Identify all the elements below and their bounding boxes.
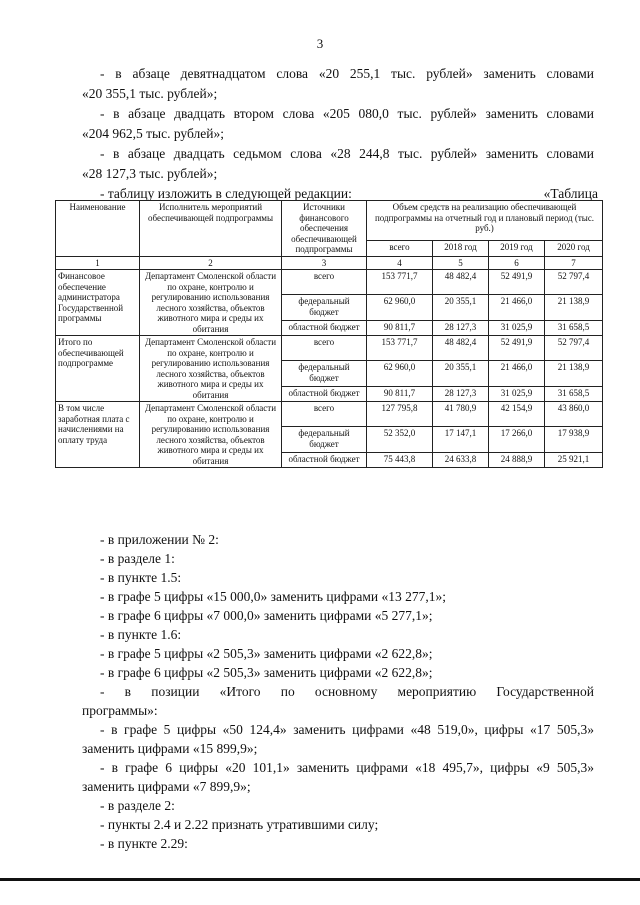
- cell-2019: 42 154,9: [489, 402, 545, 427]
- after-line-10: программы»:: [82, 703, 158, 718]
- col-number: 3: [282, 256, 367, 270]
- table-row: [56, 336, 603, 361]
- row-executor: Департамент Смоленской области по охране, контролю и регулированию использования лесного хозяйства, объектов животного мира и среды их обитания: [140, 270, 282, 336]
- cell-total: 90 811,7: [367, 387, 433, 402]
- cell-2018: 41 780,9: [433, 402, 489, 427]
- header-2018: 2018 год: [433, 240, 489, 256]
- col-number: 1: [56, 256, 140, 270]
- after-line-8: - в графе 6 цифры «2 505,3» заменить цифрами «2 622,8»;: [100, 665, 433, 680]
- after-line-6: - в пункте 1.6:: [100, 627, 182, 642]
- page-number: 3: [316, 36, 324, 51]
- col-number: 7: [545, 256, 603, 270]
- table-label: «Таблица: [543, 186, 598, 201]
- cell-total: 153 771,7: [367, 270, 433, 295]
- cell-2019: 31 025,9: [489, 387, 545, 402]
- row-source: всего: [282, 336, 367, 361]
- row-source: областной бюджет: [282, 321, 367, 336]
- cell-total: 52 352,0: [367, 427, 433, 453]
- row-source: федеральный бюджет: [282, 427, 367, 453]
- cell-2019: 52 491,9: [489, 336, 545, 361]
- row-executor: Департамент Смоленской области по охране, контролю и регулированию использования лесного хозяйства, объектов животного мира и среды их обитания: [140, 402, 282, 468]
- intro-line-5: - в абзаце двадцать седьмом слова «28 244,8 тыс. рублей» заменить словами: [100, 146, 594, 161]
- after-line-13: - в графе 6 цифры «20 101,1» заменить цифрами «18 495,7», цифры «9 505,3»: [100, 760, 594, 775]
- after-line-7: - в графе 5 цифры «2 505,3» заменить цифрами «2 622,8»;: [100, 646, 433, 661]
- cell-2018: 20 355,1: [433, 361, 489, 387]
- intro-line-1: - в абзаце девятнадцатом слова «20 255,1 тыс. рублей» заменить словами: [100, 66, 594, 81]
- row-name: В том числе заработная плата с начислениями на оплату труда: [56, 402, 140, 468]
- cell-2020: 52 797,4: [545, 336, 603, 361]
- cell-2019: 17 266,0: [489, 427, 545, 453]
- header-total: всего: [367, 240, 433, 256]
- header-2020: 2020 год: [545, 240, 603, 256]
- cell-total: 75 443,8: [367, 453, 433, 468]
- after-line-14: заменить цифрами «7 899,9»;: [82, 779, 251, 794]
- table-row: [56, 270, 603, 295]
- cell-2020: 43 860,0: [545, 402, 603, 427]
- col-number: 6: [489, 256, 545, 270]
- header-name: Наименование: [56, 201, 140, 257]
- cell-2018: 48 482,4: [433, 336, 489, 361]
- after-line-15: - в разделе 2:: [100, 798, 175, 813]
- financing-table: [55, 200, 603, 468]
- cell-total: 90 811,7: [367, 321, 433, 336]
- row-source: областной бюджет: [282, 387, 367, 402]
- cell-2019: 52 491,9: [489, 270, 545, 295]
- cell-2020: 31 658,5: [545, 321, 603, 336]
- after-line-1: - в приложении № 2:: [100, 532, 219, 547]
- row-source: областной бюджет: [282, 453, 367, 468]
- header-executor: Исполнитель мероприятий обеспечивающей подпрограммы: [140, 201, 282, 257]
- after-line-17: - в пункте 2.29:: [100, 836, 188, 851]
- cell-2019: 31 025,9: [489, 321, 545, 336]
- cell-2018: 28 127,3: [433, 321, 489, 336]
- cell-2018: 24 633,8: [433, 453, 489, 468]
- cell-total: 62 960,0: [367, 361, 433, 387]
- after-line-12: заменить цифрами «15 899,9»;: [82, 741, 258, 756]
- table-row: [56, 402, 603, 427]
- after-line-11: - в графе 5 цифры «50 124,4» заменить цифрами «48 519,0», цифры «17 505,3»: [100, 722, 594, 737]
- cell-2019: 21 466,0: [489, 295, 545, 321]
- row-executor: Департамент Смоленской области по охране, контролю и регулированию использования лесного хозяйства, объектов животного мира и среды их обитания: [140, 336, 282, 402]
- intro-line-3: - в абзаце двадцать втором слова «205 080,0 тыс. рублей» заменить словами: [100, 106, 594, 121]
- cell-2018: 28 127,3: [433, 387, 489, 402]
- after-line-2: - в разделе 1:: [100, 551, 175, 566]
- header-2019: 2019 год: [489, 240, 545, 256]
- row-source: федеральный бюджет: [282, 361, 367, 387]
- intro-line-4: «204 962,5 тыс. рублей»;: [82, 126, 224, 141]
- cell-2020: 52 797,4: [545, 270, 603, 295]
- header-sources: Источники финансового обеспечения обеспечивающей подпрограммы: [282, 201, 367, 257]
- cell-2018: 48 482,4: [433, 270, 489, 295]
- row-name: Финансовое обеспечение администратора Государственной программы: [56, 270, 140, 336]
- cell-2018: 20 355,1: [433, 295, 489, 321]
- bottom-rule: [0, 878, 640, 881]
- col-number: 5: [433, 256, 489, 270]
- cell-2019: 21 466,0: [489, 361, 545, 387]
- cell-2019: 24 888,9: [489, 453, 545, 468]
- row-name: Итого по обеспечивающей подпрограмме: [56, 336, 140, 402]
- row-source: федеральный бюджет: [282, 295, 367, 321]
- intro-line-6: «28 127,3 тыс. рублей»;: [82, 166, 218, 181]
- header-volume: Объем средств на реализацию обеспечивающей подпрограммы на отчетный год и плановый период (тыс. руб.): [367, 201, 603, 241]
- row-source: всего: [282, 270, 367, 295]
- cell-2020: 17 938,9: [545, 427, 603, 453]
- cell-2020: 25 921,1: [545, 453, 603, 468]
- after-line-5: - в графе 6 цифры «7 000,0» заменить цифрами «5 277,1»;: [100, 608, 433, 623]
- intro-line-7: - таблицу изложить в следующей редакции:: [100, 186, 352, 201]
- after-line-4: - в графе 5 цифры «15 000,0» заменить цифрами «13 277,1»;: [100, 589, 446, 604]
- cell-2020: 31 658,5: [545, 387, 603, 402]
- cell-2020: 21 138,9: [545, 361, 603, 387]
- cell-total: 127 795,8: [367, 402, 433, 427]
- col-number: 2: [140, 256, 282, 270]
- col-number: 4: [367, 256, 433, 270]
- after-line-16: - пункты 2.4 и 2.22 признать утратившими силу;: [100, 817, 379, 832]
- after-line-9: - в позиции «Итого по основному мероприятию Государственной: [100, 684, 594, 699]
- cell-total: 62 960,0: [367, 295, 433, 321]
- row-source: всего: [282, 402, 367, 427]
- cell-2018: 17 147,1: [433, 427, 489, 453]
- cell-total: 153 771,7: [367, 336, 433, 361]
- intro-line-2: «20 355,1 тыс. рублей»;: [82, 86, 218, 101]
- after-line-3: - в пункте 1.5:: [100, 570, 182, 585]
- cell-2020: 21 138,9: [545, 295, 603, 321]
